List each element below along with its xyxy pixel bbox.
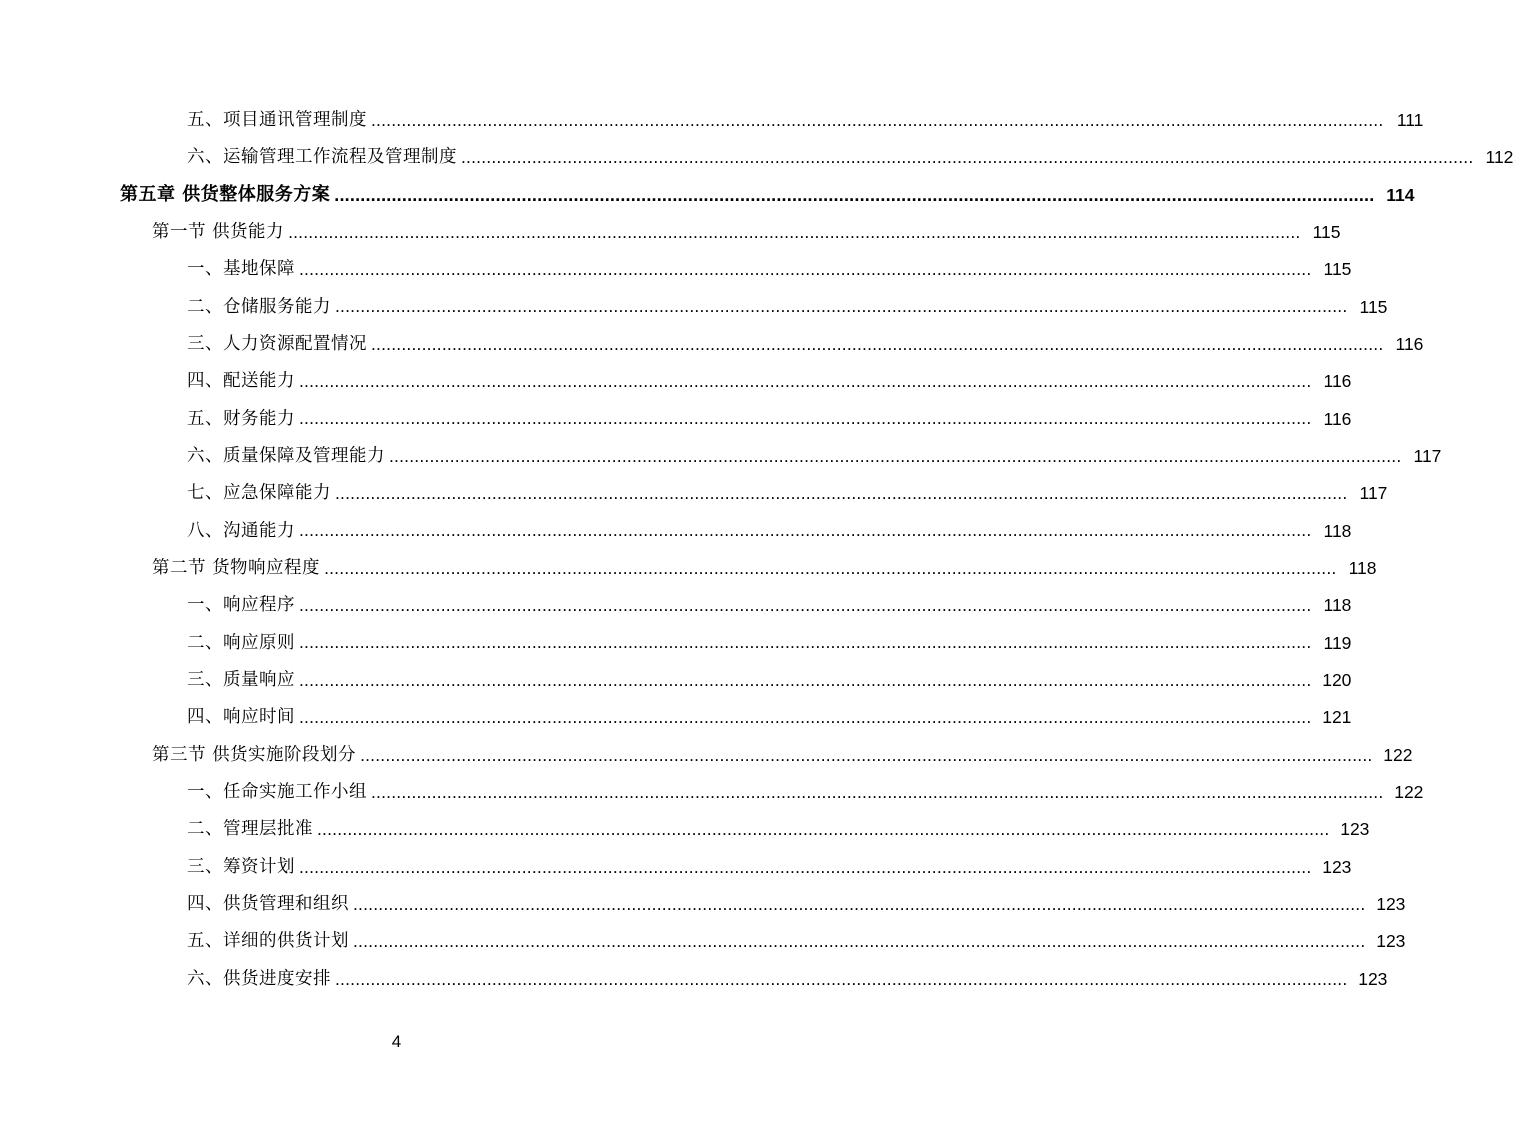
toc-subsection-entry[interactable] <box>0 812 1370 849</box>
dot-leader: ........................................................................................................................................................................................................ <box>299 856 1312 877</box>
toc-entry-page-number: 115 <box>1359 296 1388 317</box>
dot-leader: ........................................................................................................................................................................................................ <box>335 968 1348 989</box>
toc-entry-label: 四、配送能力 <box>187 371 295 392</box>
toc-entry-label: 五、详细的供货计划 <box>187 931 349 952</box>
toc-subsection-entry[interactable] <box>0 401 1352 438</box>
toc-entry-label: 六、供货进度安排 <box>187 968 331 989</box>
toc-subsection-entry[interactable] <box>0 326 1424 363</box>
toc-entry-page-number: 122 <box>1394 782 1424 803</box>
toc-subsection-entry[interactable] <box>0 102 1424 139</box>
toc-entry-page-number: 123 <box>1340 819 1370 840</box>
toc-entry-label: 第一节 供货能力 <box>152 221 285 242</box>
dot-leader: ........................................................................................................................................................................................................ <box>299 408 1312 429</box>
toc-subsection-entry[interactable] <box>0 363 1352 400</box>
toc-entry-page-number: 118 <box>1348 558 1377 579</box>
toc-entry-page-number: 118 <box>1323 520 1352 541</box>
toc-subsection-entry[interactable] <box>0 961 1388 998</box>
toc-subsection-entry[interactable] <box>0 662 1352 699</box>
dot-leader: ........................................................................................................................................................................................................ <box>335 483 1348 504</box>
toc-entry-label: 四、响应时间 <box>187 707 295 728</box>
toc-entry-page-number: 111 <box>1396 109 1424 130</box>
toc-entry-label: 四、供货管理和组织 <box>187 894 349 915</box>
dot-leader: ........................................................................................................................................................................................................ <box>324 557 1337 578</box>
toc-entry-label: 八、沟通能力 <box>187 520 295 541</box>
toc-entry-label: 二、响应原则 <box>187 632 295 653</box>
toc-entry-page-number: 116 <box>1323 408 1352 429</box>
dot-leader: ........................................................................................................................................................................................................ <box>461 147 1474 168</box>
page-number: 4 <box>391 1032 402 1051</box>
toc-entry-label: 三、筹资计划 <box>187 856 295 877</box>
dot-leader: ........................................................................................................................................................................................................ <box>353 931 1366 952</box>
toc-subsection-entry[interactable] <box>0 774 1424 811</box>
toc-entry-page-number: 123 <box>1376 894 1406 915</box>
toc-entry-label: 一、响应程序 <box>187 595 295 616</box>
toc-entry-page-number: 123 <box>1358 968 1388 989</box>
toc-entry-page-number: 120 <box>1322 670 1352 691</box>
dot-leader: ........................................................................................................................................................................................................ <box>371 333 1384 354</box>
dot-leader: ........................................................................................................................................................................................................ <box>299 520 1312 541</box>
toc-entry-label: 六、质量保障及管理能力 <box>187 446 385 467</box>
toc-list <box>0 102 1513 998</box>
toc-entry-page-number: 112 <box>1485 147 1513 168</box>
toc-subsection-entry[interactable] <box>0 513 1352 550</box>
toc-entry-page-number: 117 <box>1413 446 1442 467</box>
toc-subsection-entry[interactable] <box>0 289 1388 326</box>
dot-leader: ........................................................................................................................................................................................................ <box>299 632 1312 653</box>
toc-subsection-entry[interactable] <box>0 886 1406 923</box>
toc-entry-page-number: 117 <box>1359 483 1388 504</box>
toc-entry-page-number: 119 <box>1323 632 1352 653</box>
toc-section-entry[interactable] <box>0 214 1341 251</box>
toc-subsection-entry[interactable] <box>0 139 1513 176</box>
dot-leader: ........................................................................................................................................................................................................ <box>334 185 1375 206</box>
toc-entry-label: 三、质量响应 <box>187 670 295 691</box>
toc-entry-page-number: 123 <box>1376 931 1406 952</box>
toc-subsection-entry[interactable] <box>0 475 1388 512</box>
toc-entry-page-number: 122 <box>1383 744 1413 765</box>
toc-entry-label: 六、运输管理工作流程及管理制度 <box>187 147 457 168</box>
dot-leader: ........................................................................................................................................................................................................ <box>299 707 1312 728</box>
toc-entry-label: 三、人力资源配置情况 <box>187 333 367 354</box>
toc-entry-label: 一、基地保障 <box>187 259 295 280</box>
toc-entry-label: 第五章 供货整体服务方案 <box>120 184 331 206</box>
dot-leader: ........................................................................................................................................................................................................ <box>299 371 1312 392</box>
toc-section-entry[interactable] <box>0 737 1413 774</box>
dot-leader: ........................................................................................................................................................................................................ <box>389 445 1402 466</box>
toc-entry-label: 七、应急保障能力 <box>187 483 331 504</box>
toc-subsection-entry[interactable] <box>0 849 1352 886</box>
toc-entry-page-number: 123 <box>1322 856 1352 877</box>
toc-subsection-entry[interactable] <box>0 438 1442 475</box>
dot-leader: ........................................................................................................................................................................................................ <box>317 819 1330 840</box>
toc-entry-page-number: 121 <box>1322 707 1352 728</box>
dot-leader: ........................................................................................................................................................................................................ <box>299 669 1312 690</box>
dot-leader: ........................................................................................................................................................................................................ <box>360 744 1373 765</box>
toc-subsection-entry[interactable] <box>0 587 1352 624</box>
toc-entry-label: 五、财务能力 <box>187 408 295 429</box>
toc-entry-page-number: 115 <box>1312 221 1341 242</box>
toc-section-entry[interactable] <box>0 550 1377 587</box>
dot-leader: ........................................................................................................................................................................................................ <box>353 893 1366 914</box>
toc-entry-page-number: 116 <box>1323 371 1352 392</box>
toc-entry-label: 二、仓储服务能力 <box>187 296 331 317</box>
toc-entry-page-number: 118 <box>1323 595 1352 616</box>
toc-chapter-entry[interactable] <box>0 177 1415 214</box>
toc-entry-page-number: 114 <box>1386 184 1415 205</box>
toc-entry-label: 一、任命实施工作小组 <box>187 782 367 803</box>
dot-leader: ........................................................................................................................................................................................................ <box>299 595 1312 616</box>
toc-subsection-entry[interactable] <box>0 625 1352 662</box>
toc-entry-page-number: 115 <box>1323 259 1352 280</box>
toc-entry-page-number: 116 <box>1395 333 1424 354</box>
dot-leader: ........................................................................................................................................................................................................ <box>371 781 1384 802</box>
toc-subsection-entry[interactable] <box>0 700 1352 737</box>
dot-leader: ........................................................................................................................................................................................................ <box>288 221 1301 242</box>
toc-subsection-entry[interactable] <box>0 251 1352 288</box>
toc-entry-label: 五、项目通讯管理制度 <box>187 109 367 130</box>
dot-leader: ........................................................................................................................................................................................................ <box>371 109 1384 130</box>
toc-entry-label: 第二节 货物响应程度 <box>152 558 321 579</box>
toc-entry-label: 二、管理层批准 <box>187 819 313 840</box>
dot-leader: ........................................................................................................................................................................................................ <box>335 296 1348 317</box>
toc-entry-label: 第三节 供货实施阶段划分 <box>152 744 357 765</box>
toc-subsection-entry[interactable] <box>0 924 1406 961</box>
dot-leader: ........................................................................................................................................................................................................ <box>299 259 1312 280</box>
